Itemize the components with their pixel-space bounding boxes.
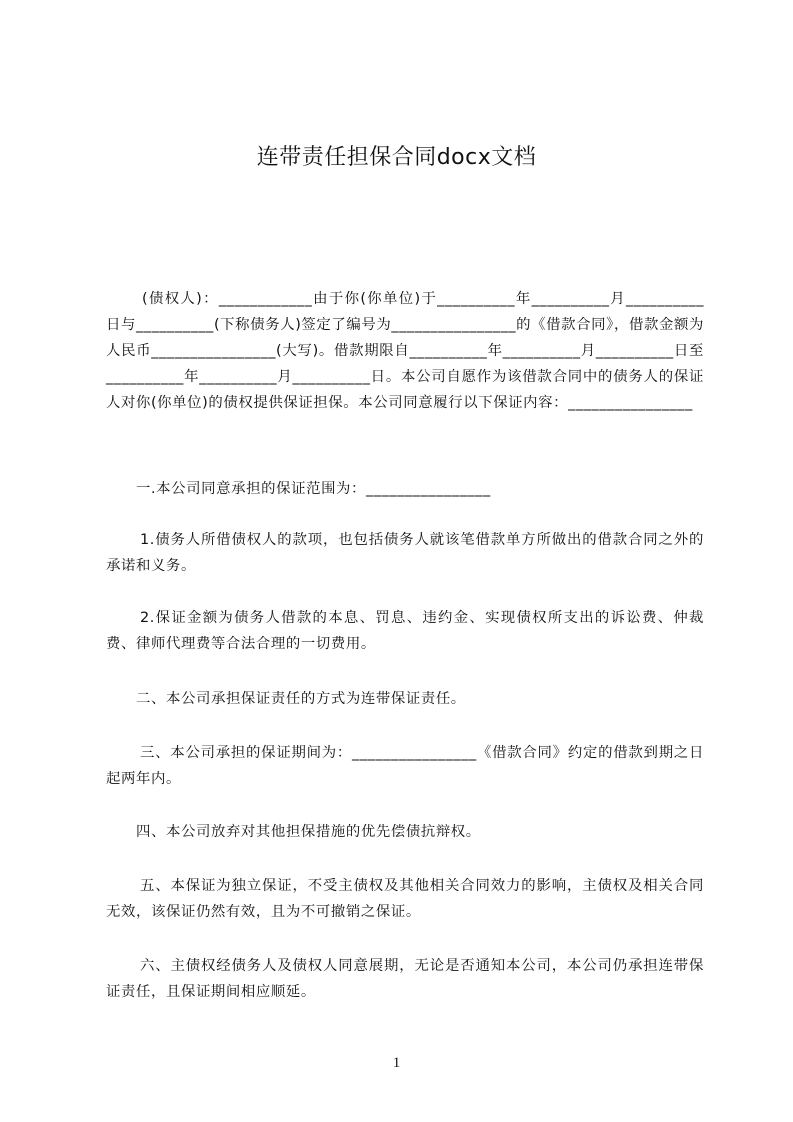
clause-item-1: 1.债务人所借债权人的款项，也包括债务人就该笔借款单方所做出的借款合同之外的承诺和义务。 [106, 532, 704, 574]
section-two: 二、本公司承担保证责任的方式为连带保证责任。 [136, 691, 466, 707]
clause-item-2: 2.保证金额为债务人借款的本息、罚息、违约金、实现债权所支出的诉讼费、仲裁费、律师代理费等合法合理的一切费用。 [106, 610, 704, 652]
section-one-heading: 一.本公司同意承担的保证范围为：________________ [136, 481, 491, 497]
section-four: 四、本公司放弃对其他担保措施的优先偿债抗辩权。 [136, 824, 481, 840]
section-five: 五、本保证为独立保证，不受主债权及其他相关合同效力的影响，主债权及相关合同无效，该保证仍然有效，且为不可撤销之保证。 [106, 878, 704, 920]
section-three: 三、本公司承担的保证期间为：________________《借款合同》约定的借款到期之日起两年内。 [106, 745, 704, 787]
page-number: 1 [392, 1055, 401, 1071]
section-six: 六、主债权经债务人及债权人同意展期，无论是否通知本公司，本公司仍承担连带保证责任，且保证期间相应顺延。 [106, 958, 704, 1000]
intro-paragraph [106, 286, 704, 416]
document-title: 连带责任担保合同docx文档 [256, 145, 537, 170]
intro-text: (债权人)：____________由于你(你单位)于__________年__________月__________日与__________(下称债务人)签定了编号为________________的《借款合同》，借款金额为人民币________________(大写)。借款期限自__________年__________月__________日至__________年__________月__________日。本公司自愿作为该借款合同中的债务人的保证人对你(你单位)的债权提供保证担保。本公司同意履行以下保证内容：________________ [106, 291, 704, 411]
